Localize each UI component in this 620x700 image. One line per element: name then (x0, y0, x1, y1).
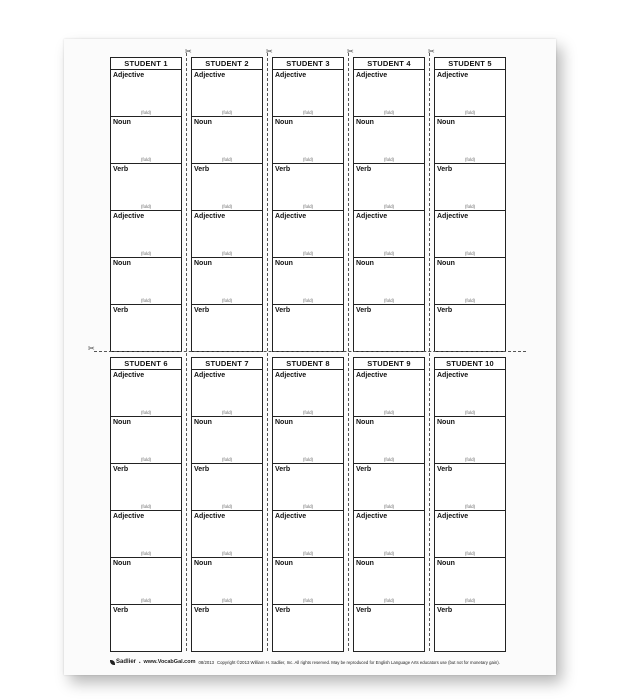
fold-label: (fold) (383, 598, 395, 603)
fold-label: (fold) (464, 551, 476, 556)
fold-label: (fold) (140, 251, 152, 256)
word-cell[interactable] (353, 558, 425, 605)
word-cell[interactable] (353, 305, 425, 352)
word-type-label: Adjective (356, 72, 388, 79)
word-type-label: Noun (437, 260, 455, 267)
word-cell[interactable] (110, 117, 182, 164)
word-cell[interactable] (191, 70, 263, 117)
fold-label: (fold) (302, 551, 314, 556)
fold-label: (fold) (302, 598, 314, 603)
fold-label: (fold) (464, 157, 476, 162)
fold-label: (fold) (140, 504, 152, 509)
fold-label: (fold) (464, 504, 476, 509)
student-header: STUDENT 9 (353, 357, 425, 370)
word-cell[interactable] (110, 70, 182, 117)
word-type-label: Verb (113, 607, 129, 614)
word-cell[interactable] (434, 605, 506, 652)
word-type-label: Verb (113, 466, 129, 473)
word-cell[interactable] (110, 417, 182, 464)
scissors-icon: ✂ (88, 344, 95, 353)
scissors-icon: ✂ (347, 47, 354, 56)
fold-label: (fold) (464, 598, 476, 603)
fold-label: (fold) (221, 110, 233, 115)
word-type-label: Adjective (113, 372, 145, 379)
fold-label: (fold) (140, 598, 152, 603)
word-type-label: Noun (113, 119, 131, 126)
fold-label: (fold) (221, 551, 233, 556)
word-cell[interactable] (272, 211, 344, 258)
word-cell[interactable] (110, 164, 182, 211)
horizontal-fold-line (94, 351, 526, 352)
publisher-logo (110, 659, 136, 665)
fold-label: (fold) (464, 410, 476, 415)
word-cell[interactable] (110, 258, 182, 305)
word-cell[interactable] (434, 117, 506, 164)
fold-label: (fold) (140, 457, 152, 462)
fold-label: (fold) (383, 457, 395, 462)
word-type-label: Verb (194, 466, 210, 473)
fold-label: (fold) (383, 298, 395, 303)
scissors-icon: ✂ (428, 47, 435, 56)
fold-label: (fold) (140, 204, 152, 209)
word-cell[interactable] (272, 417, 344, 464)
footer-code: 08/2013 (198, 659, 215, 665)
word-cell[interactable] (191, 117, 263, 164)
fold-label: (fold) (302, 457, 314, 462)
fold-label: (fold) (140, 298, 152, 303)
footer-copyright: Copyright ©2013 William H. Sadlier, Inc. All rights reserved. May be reproduced for English Language Arts educators use (but not for monetary gain). (217, 659, 500, 665)
word-type-label: Noun (275, 419, 293, 426)
word-cell[interactable] (191, 258, 263, 305)
word-cell[interactable] (110, 511, 182, 558)
student-column (434, 357, 506, 652)
fold-label: (fold) (383, 504, 395, 509)
leaf-icon (110, 660, 115, 665)
word-type-label: Verb (113, 307, 129, 314)
word-type-label: Noun (275, 260, 293, 267)
scissors-icon: ✂ (266, 47, 273, 56)
word-type-label: Adjective (275, 372, 307, 379)
student-column (353, 357, 425, 652)
student-header: STUDENT 7 (191, 357, 263, 370)
word-type-label: Verb (194, 166, 210, 173)
word-cell[interactable] (353, 464, 425, 511)
word-cell[interactable] (434, 211, 506, 258)
fold-label: (fold) (302, 110, 314, 115)
fold-label: (fold) (464, 251, 476, 256)
word-type-label: Verb (437, 307, 453, 314)
word-cell[interactable] (434, 417, 506, 464)
word-cell[interactable] (272, 70, 344, 117)
word-type-label: Verb (437, 466, 453, 473)
student-column (110, 57, 182, 352)
fold-label: (fold) (464, 110, 476, 115)
word-type-label: Adjective (194, 372, 226, 379)
word-type-label: Adjective (437, 213, 469, 220)
fold-label: (fold) (140, 157, 152, 162)
word-cell[interactable] (110, 464, 182, 511)
fold-label: (fold) (302, 251, 314, 256)
word-cell[interactable] (272, 305, 344, 352)
word-cell[interactable] (272, 464, 344, 511)
student-header: STUDENT 10 (434, 357, 506, 370)
word-type-label: Noun (194, 119, 212, 126)
student-column (191, 357, 263, 652)
word-cell[interactable] (353, 370, 425, 417)
student-column (272, 57, 344, 352)
word-type-label: Verb (194, 307, 210, 314)
word-cell[interactable] (110, 605, 182, 652)
student-column (110, 357, 182, 652)
fold-label: (fold) (464, 204, 476, 209)
word-cell[interactable] (110, 305, 182, 352)
word-type-label: Adjective (194, 513, 226, 520)
word-type-label: Verb (275, 166, 291, 173)
student-header: STUDENT 1 (110, 57, 182, 70)
word-cell[interactable] (191, 605, 263, 652)
word-cell[interactable] (353, 211, 425, 258)
word-type-label: Noun (113, 260, 131, 267)
word-cell[interactable] (191, 211, 263, 258)
word-type-label: Adjective (437, 513, 469, 520)
student-column (191, 57, 263, 352)
fold-label: (fold) (140, 410, 152, 415)
word-type-label: Adjective (113, 72, 145, 79)
vertical-fold-line (429, 53, 430, 651)
word-type-label: Noun (113, 560, 131, 567)
bullet-separator: • (139, 659, 141, 665)
word-cell[interactable] (272, 605, 344, 652)
footer (110, 659, 530, 665)
fold-label: (fold) (221, 504, 233, 509)
word-type-label: Noun (437, 560, 455, 567)
fold-label: (fold) (464, 298, 476, 303)
fold-label: (fold) (302, 204, 314, 209)
worksheet-page (64, 39, 556, 675)
word-type-label: Noun (437, 419, 455, 426)
fold-label: (fold) (221, 598, 233, 603)
fold-label: (fold) (383, 110, 395, 115)
word-type-label: Adjective (437, 72, 469, 79)
fold-label: (fold) (221, 457, 233, 462)
fold-label: (fold) (140, 551, 152, 556)
word-cell[interactable] (353, 417, 425, 464)
word-cell[interactable] (434, 464, 506, 511)
fold-label: (fold) (464, 457, 476, 462)
fold-label: (fold) (302, 298, 314, 303)
fold-label: (fold) (383, 410, 395, 415)
fold-label: (fold) (221, 298, 233, 303)
word-cell[interactable] (272, 258, 344, 305)
word-cell[interactable] (110, 558, 182, 605)
footer-url: www.VocabGal.com (143, 659, 196, 665)
word-type-label: Noun (356, 419, 374, 426)
word-type-label: Adjective (275, 513, 307, 520)
student-header: STUDENT 2 (191, 57, 263, 70)
word-type-label: Noun (194, 560, 212, 567)
word-type-label: Verb (113, 166, 129, 173)
word-cell[interactable] (434, 305, 506, 352)
word-type-label: Verb (356, 466, 372, 473)
word-type-label: Noun (437, 119, 455, 126)
fold-label: (fold) (221, 157, 233, 162)
publisher-name: Sadlier (116, 659, 137, 665)
word-cell[interactable] (353, 605, 425, 652)
word-cell[interactable] (434, 164, 506, 211)
word-type-label: Adjective (275, 213, 307, 220)
fold-label: (fold) (383, 551, 395, 556)
word-cell[interactable] (353, 117, 425, 164)
word-cell[interactable] (434, 70, 506, 117)
word-type-label: Adjective (356, 372, 388, 379)
fold-label: (fold) (383, 204, 395, 209)
top-student-grid (110, 57, 506, 352)
word-type-label: Noun (194, 419, 212, 426)
word-type-label: Noun (194, 260, 212, 267)
word-type-label: Verb (275, 307, 291, 314)
word-cell[interactable] (191, 305, 263, 352)
vertical-fold-line (348, 53, 349, 651)
word-type-label: Adjective (113, 513, 145, 520)
vertical-fold-line (186, 53, 187, 651)
word-type-label: Noun (275, 560, 293, 567)
word-type-label: Noun (113, 419, 131, 426)
word-type-label: Adjective (356, 213, 388, 220)
student-column (434, 57, 506, 352)
word-type-label: Verb (194, 607, 210, 614)
word-type-label: Noun (356, 560, 374, 567)
word-cell[interactable] (272, 117, 344, 164)
word-cell[interactable] (434, 511, 506, 558)
word-cell[interactable] (191, 417, 263, 464)
word-cell[interactable] (272, 511, 344, 558)
fold-label: (fold) (302, 157, 314, 162)
scissors-icon: ✂ (185, 47, 192, 56)
fold-label: (fold) (302, 410, 314, 415)
fold-label: (fold) (221, 204, 233, 209)
word-type-label: Adjective (194, 213, 226, 220)
word-cell[interactable] (434, 558, 506, 605)
student-header: STUDENT 3 (272, 57, 344, 70)
word-type-label: Verb (437, 166, 453, 173)
word-cell[interactable] (434, 370, 506, 417)
word-cell[interactable] (191, 558, 263, 605)
word-type-label: Noun (356, 260, 374, 267)
word-cell[interactable] (191, 164, 263, 211)
word-cell[interactable] (191, 370, 263, 417)
fold-label: (fold) (221, 410, 233, 415)
vertical-fold-line (267, 53, 268, 651)
word-type-label: Verb (275, 607, 291, 614)
word-cell[interactable] (191, 464, 263, 511)
student-header: STUDENT 5 (434, 57, 506, 70)
student-header: STUDENT 4 (353, 57, 425, 70)
word-type-label: Verb (356, 307, 372, 314)
fold-label: (fold) (383, 251, 395, 256)
word-cell[interactable] (110, 211, 182, 258)
student-header: STUDENT 8 (272, 357, 344, 370)
word-cell[interactable] (191, 511, 263, 558)
fold-label: (fold) (140, 110, 152, 115)
word-type-label: Adjective (275, 72, 307, 79)
student-header: STUDENT 6 (110, 357, 182, 370)
word-type-label: Verb (437, 607, 453, 614)
word-type-label: Noun (356, 119, 374, 126)
word-cell[interactable] (110, 370, 182, 417)
word-type-label: Adjective (194, 72, 226, 79)
student-column (353, 57, 425, 352)
word-type-label: Adjective (356, 513, 388, 520)
word-type-label: Verb (356, 607, 372, 614)
word-cell[interactable] (353, 70, 425, 117)
fold-label: (fold) (383, 157, 395, 162)
word-cell[interactable] (272, 558, 344, 605)
word-cell[interactable] (272, 370, 344, 417)
student-column (272, 357, 344, 652)
fold-label: (fold) (302, 504, 314, 509)
word-type-label: Verb (275, 466, 291, 473)
word-type-label: Verb (356, 166, 372, 173)
word-type-label: Adjective (113, 213, 145, 220)
word-cell[interactable] (353, 258, 425, 305)
word-cell[interactable] (353, 511, 425, 558)
fold-label: (fold) (221, 251, 233, 256)
word-cell[interactable] (353, 164, 425, 211)
word-type-label: Noun (275, 119, 293, 126)
word-type-label: Adjective (437, 372, 469, 379)
word-cell[interactable] (434, 258, 506, 305)
word-cell[interactable] (272, 164, 344, 211)
bottom-student-grid (110, 357, 506, 652)
